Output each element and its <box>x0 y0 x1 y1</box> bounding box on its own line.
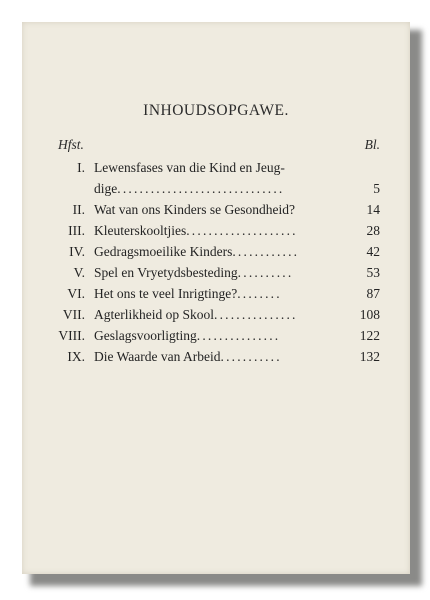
chapter-number: III. <box>68 223 85 238</box>
chapter-number: I. <box>77 160 85 175</box>
page-number: 42 <box>366 244 380 259</box>
chapter-title: Die Waarde van Arbeid <box>94 349 221 364</box>
chapter-title: Spel en Vryetydsbesteding <box>94 265 238 280</box>
toc-entry <box>22 304 410 325</box>
page-number: 53 <box>366 265 380 280</box>
leader-dots: .............................. <box>117 181 285 196</box>
toc-entry <box>22 157 410 178</box>
leader-dots: .................... <box>186 223 298 238</box>
chapter-title-line2: dige <box>94 181 118 196</box>
chapter-number: II. <box>72 202 85 217</box>
leader-dots: ............ <box>232 244 300 259</box>
toc-entry <box>22 325 410 346</box>
table-of-contents <box>22 157 410 367</box>
leader-dots: ........ <box>237 286 282 301</box>
page-number: 5 <box>373 181 380 196</box>
chapter-number: IV. <box>69 244 85 259</box>
page-number: 108 <box>359 307 380 322</box>
leader-dots: .......... <box>237 265 294 280</box>
chapter-title: Wat van ons Kinders se Gesondheid? <box>94 202 295 217</box>
page-number: 28 <box>366 223 380 238</box>
page-column-header: Bl. <box>364 137 380 152</box>
toc-entry <box>22 241 410 262</box>
page-number: 132 <box>359 349 380 364</box>
chapter-number: IX. <box>67 349 85 364</box>
chapter-title-line1: Lewensfases van die Kind en Jeug- <box>94 160 285 175</box>
toc-entry-continuation <box>22 178 410 199</box>
chapter-number: V. <box>73 265 85 280</box>
toc-entry <box>22 262 410 283</box>
toc-entry <box>22 346 410 367</box>
page-number: 14 <box>366 202 380 217</box>
chapter-number: VII. <box>62 307 85 322</box>
leader-dots: ............... <box>214 307 298 322</box>
chapter-column-header: Hfst. <box>58 137 84 152</box>
chapter-title: Agterlikheid op Skool <box>94 307 214 322</box>
chapter-title: Geslagsvoorligting <box>94 328 197 343</box>
page-number: 122 <box>359 328 380 343</box>
leader-dots: ............... <box>196 328 281 343</box>
chapter-number: VIII. <box>58 328 85 343</box>
page-title: INHOUDSOPGAWE. <box>143 102 289 119</box>
book-page <box>22 22 410 574</box>
toc-entry <box>22 283 410 304</box>
chapter-title: Het ons te veel Inrigtinge? <box>94 286 238 301</box>
chapter-title: Gedragsmoeilike Kinders <box>94 244 233 259</box>
chapter-number: VI. <box>67 286 85 301</box>
chapter-title: Kleuterskooltjies <box>94 223 187 238</box>
toc-entry <box>22 199 410 220</box>
toc-entry <box>22 220 410 241</box>
leader-dots: ........... <box>220 349 282 364</box>
page-number: 87 <box>366 286 380 301</box>
